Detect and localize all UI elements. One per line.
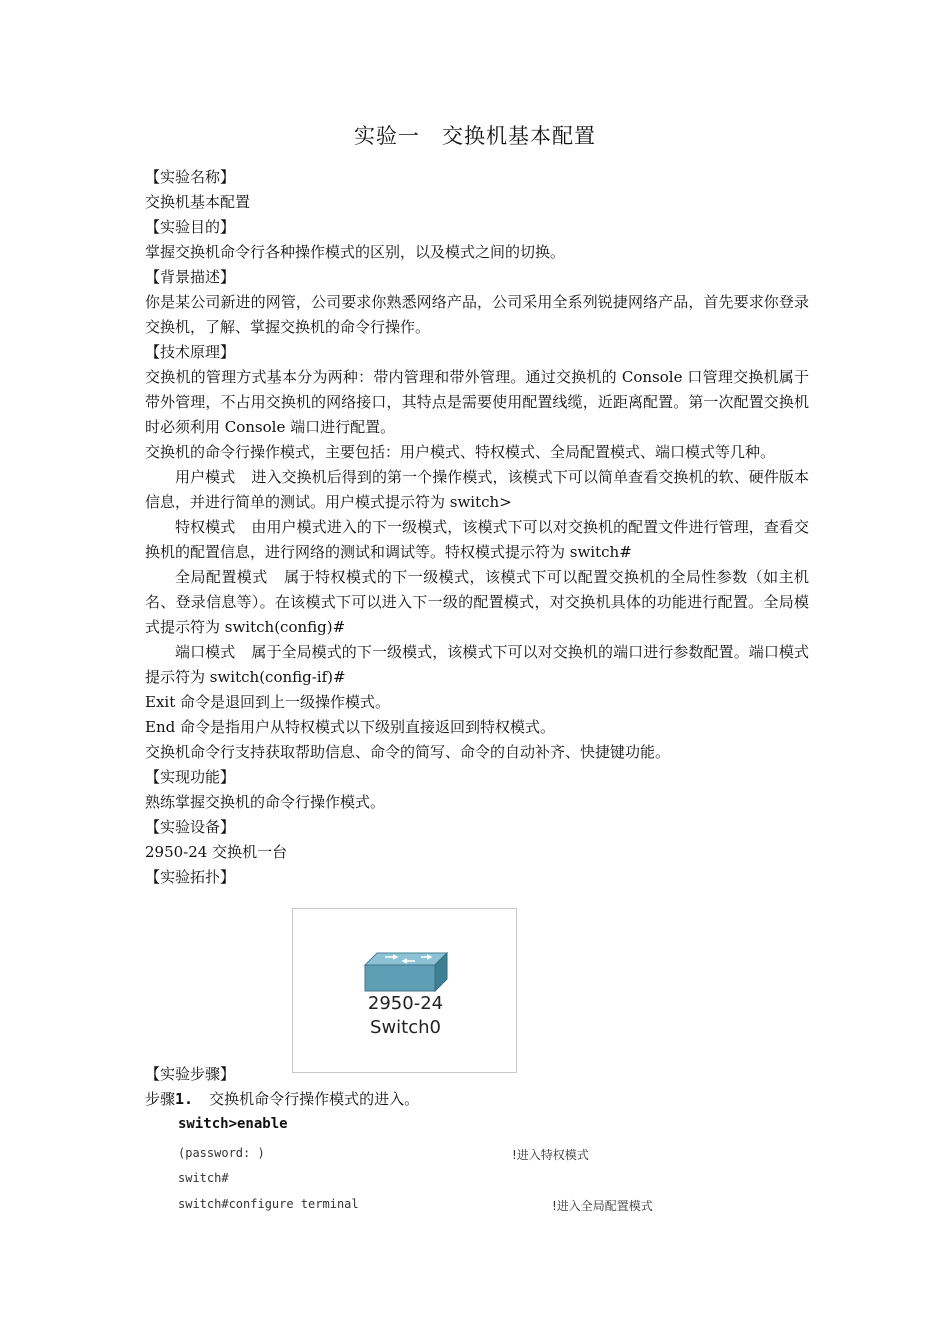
section-heading-principle: 【技术原理】 [145, 343, 236, 361]
comment-enter-privileged: !进入特权模式 [512, 1148, 589, 1162]
code-configure-terminal: switch#configure terminal [178, 1197, 359, 1211]
section-text-background: 你是某公司新进的网管，公司要求你熟悉网络产品，公司采用全系列锐捷网络产品，首先要求你登录交换机，了解、掌握交换机的命令行操作。 [145, 293, 809, 336]
code-password: (password: ) [178, 1146, 265, 1160]
section-heading-topology: 【实验拓扑】 [145, 868, 236, 886]
step-1-line [145, 1087, 809, 1112]
section-text-device: 2950-24 交换机一台 [145, 843, 288, 861]
switch-icon [363, 951, 449, 997]
topology-switch-model: 2950-24 [367, 993, 444, 1014]
section-text-purpose: 掌握交换机命令行各种操作模式的区别，以及模式之间的切换。 [145, 243, 566, 261]
step-1-prefix: 步骤 [145, 1090, 176, 1108]
code-enable: switch>enable [178, 1116, 288, 1132]
steps-section [145, 1062, 809, 1112]
section-heading-name: 【实验名称】 [145, 168, 236, 186]
section-heading-device: 【实验设备】 [145, 818, 236, 836]
document-body [145, 165, 809, 890]
code-prompt: switch# [178, 1171, 229, 1185]
port-mode-text: 属于全局模式的下一级模式，该模式下可以对交换机的端口进行参数配置。端口模式提示符为 switch(config-if)# [145, 643, 809, 686]
comment-enter-global-config: !进入全局配置模式 [552, 1199, 653, 1213]
priv-mode-label: 特权模式 [175, 518, 236, 536]
page-title: 实验一 交换机基本配置 [354, 124, 596, 148]
user-mode-text: 进入交换机后得到的第一个操作模式，该模式下可以简单查看交换机的软、硬件版本信息，并进行简单的测试。用户模式提示符为 switch> [145, 468, 809, 511]
user-mode-paragraph [145, 465, 809, 515]
end-command-text: End 命令是指用户从特权模式以下级别直接返回到特权模式。 [145, 718, 555, 736]
global-mode-paragraph [145, 565, 809, 640]
topology-figure [292, 908, 517, 1073]
priv-mode-paragraph [145, 515, 809, 565]
port-mode-paragraph [145, 640, 809, 690]
topology-switch-name: Switch0 [370, 1017, 441, 1038]
user-mode-label: 用户模式 [175, 468, 236, 486]
section-text-function: 熟练掌握交换机的命令行操作模式。 [145, 793, 386, 811]
principle-paragraph-2: 交换机的命令行操作模式，主要包括：用户模式、特权模式、全局配置模式、端口模式等几种。 [145, 443, 776, 461]
section-text-name: 交换机基本配置 [145, 193, 251, 211]
priv-mode-text: 由用户模式进入的下一级模式，该模式下可以对交换机的配置文件进行管理，查看交换机的配置信息，进行网络的测试和调试等。特权模式提示符为 switch# [145, 518, 809, 561]
section-heading-steps: 【实验步骤】 [145, 1065, 236, 1083]
step-1-text: 交换机命令行操作模式的进入。 [209, 1090, 420, 1108]
section-heading-function: 【实现功能】 [145, 768, 236, 786]
port-mode-label: 端口模式 [175, 643, 236, 661]
section-heading-background: 【背景描述】 [145, 268, 236, 286]
global-mode-label: 全局配置模式 [175, 568, 268, 586]
step-1-number: 1. [175, 1090, 194, 1108]
principle-paragraph-1: 交换机的管理方式基本分为两种：带内管理和带外管理。通过交换机的 Console 口管理交换机属于带外管理，不占用交换机的网络接口，其特点是需要使用配置线缆，近距离配置。第一次配置交换机时必须利用 Console 端口进行配置。 [145, 368, 809, 436]
section-heading-purpose: 【实验目的】 [145, 218, 236, 236]
exit-command-text: Exit 命令是退回到上一级操作模式。 [145, 693, 391, 711]
help-feature-text: 交换机命令行支持获取帮助信息、命令的简写、命令的自动补齐、快捷键功能。 [145, 743, 671, 761]
global-mode-text: 属于特权模式的下一级模式，该模式下可以配置交换机的全局性参数（如主机名、登录信息等）。在该模式下可以进入下一级的配置模式，对交换机具体的功能进行配置。全局模式提示符为 switch(config)# [145, 568, 809, 636]
